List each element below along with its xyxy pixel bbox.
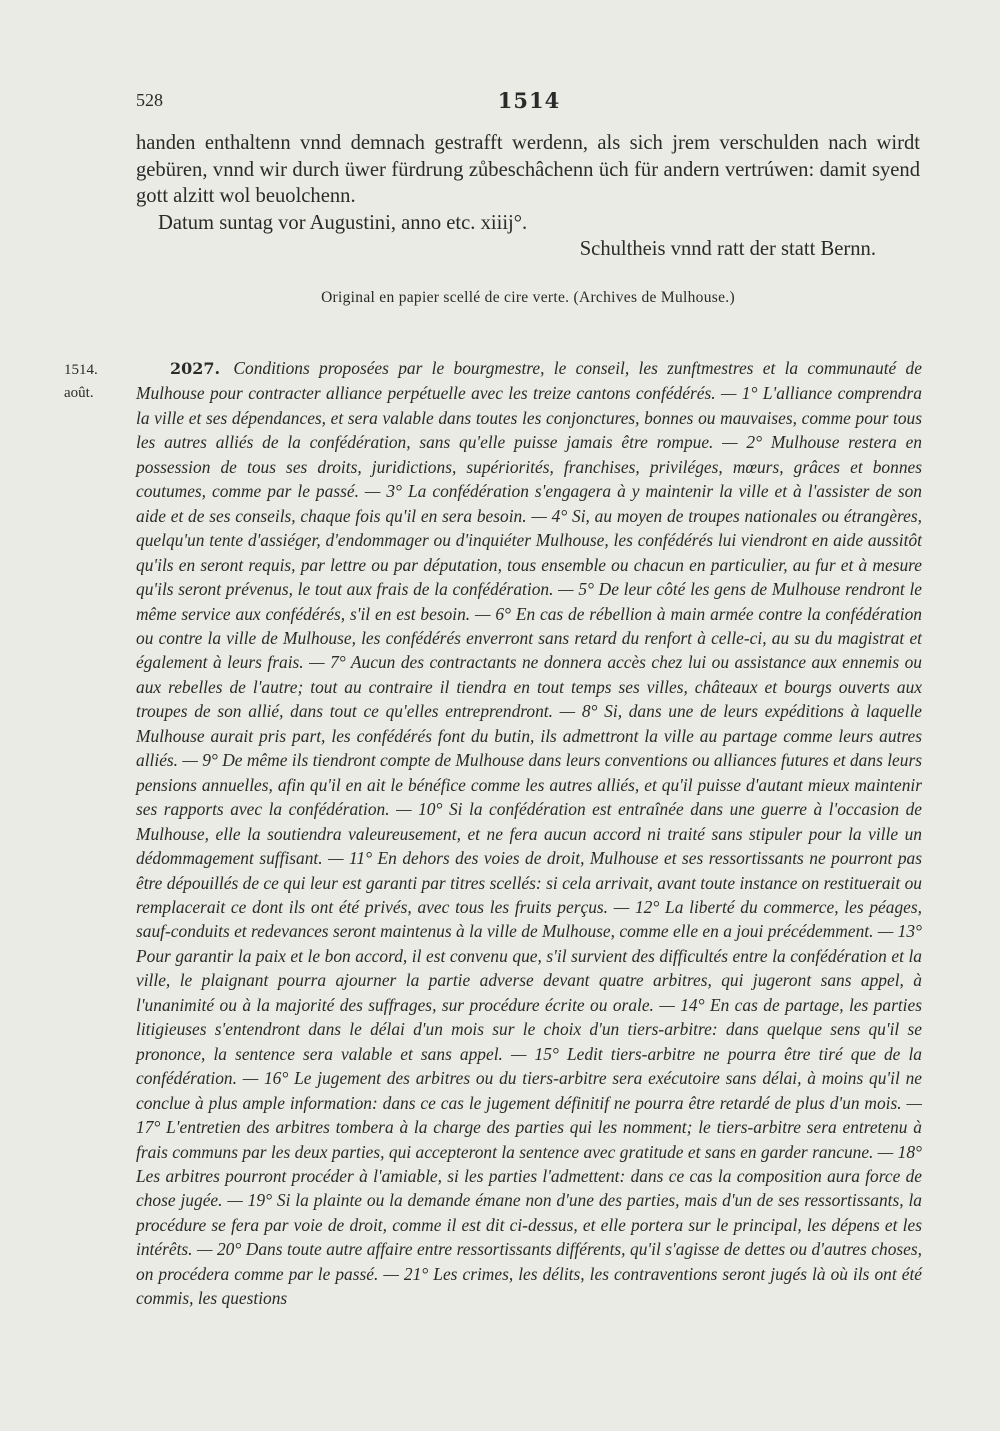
document-entry	[136, 356, 922, 1311]
page-number: 528	[136, 90, 163, 110]
running-head	[136, 88, 922, 118]
source-note: Original en papier scellé de cire verte. (Archives de Mulhouse.)	[321, 289, 735, 306]
letter-continuation	[136, 130, 920, 263]
margin-date	[64, 359, 114, 405]
margin-month: août.	[64, 385, 94, 401]
document-text: Conditions proposées par le bourgmestre, le conseil, les zunftmestres et la communauté de Mulhouse pour contracter alliance perpétuelle avec les treize cantons confédérés. — 1° L'alliance comprendra la ville et ses dépendances, et sera valable dans toutes les conjonctures, bonnes ou mauvaises, comme pour tous les autres alliés de la confédération, sans qu'elle puisse jamais être rompue. — 2° Mulhouse restera en possession de tous ses droits, juridictions, supériorités, franchises, priviléges, mœurs, grâces et bonnes coutumes, comme par le passé. — 3° La confédération s'engagera à y maintenir la ville et à l'assister de son aide et de ses conseils, chaque fois qu'il en sera besoin. — 4° Si, au moyen de troupes nationales ou étrangères, quelqu'un tente d'assiéger, d'endommager ou d'inquiéter Mulhouse, les confédérés lui viendront en aide aussitôt qu'ils en seront requis, par lettre ou par députation, tous ensemble ou chacun en particulier, au fur et à mesure qu'ils seront prévenus, le tout aux frais de la confédération. — 5° De leur côté les gens de Mulhouse rendront le même service aux confédérés, s'il en est besoin. — 6° En cas de rébellion à main armée contre la confédération ou contre la ville de Mulhouse, les confédérés enverront sans retard du renfort à celle-ci, au su du magistrat et également à leurs frais. — 7° Aucun des contractants ne donnera accès chez lui ou assistance aux ennemis ou aux rebelles de l'autre; tout au contraire il tiendra en tout temps ses villes, châteaux et bourgs ouverts aux troupes de son allié, dans tout ce qu'elles entreprendront. — 8° Si, dans une de leurs expéditions à laquelle Mulhouse aurait pris part, les confédérés font du butin, ils admettront la ville au partage comme leurs autres alliés. — 9° De même ils tiendront compte de Mulhouse dans leurs conventions ou alliances futures et dans leurs pensions annuelles, afin qu'il en ait le bénéfice comme les autres alliés, et qu'il puisse d'autant mieux maintenir ses rapports avec la confédération. — 10° Si la confédération est entraînée dans une guerre à l'occasion de Mulhouse, elle la soutiendra valeureusement, et ne fera aucun accord ni traité sans stipuler pour la ville un dédommagement suffisant. — 11° En dehors des voies de droit, Mulhouse et ses ressortissants ne pourront pas être dépouillés de ce qui leur est garanti par titres scellés: si cela arrivait, avant toute instance on restituerait ou remplacerait ce dont ils ont été privés, avec tous les fruits perçus. — 12° La liberté du commerce, les péages, sauf-conduits et redevances seront maintenus à la ville de Mulhouse, comme elle en a joui précédemment. — 13° Pour garantir la paix et le bon accord, il est convenu que, s'il survient des difficultés entre la confédération et la ville, le plaignant pourra ajourner la partie adverse devant quatre arbitres, qui jugeront sans appel, à l'unanimité ou à la majorité des suffrages, sur procédure écrite ou orale. — 14° En cas de partage, les parties litigieuses s'entendront dans le délai d'un mois sur le choix d'un tiers-arbitre: dans quelque sens qu'il se prononce, la sentence sera valable et sans appel. — 15° Ledit tiers-arbitre ne pourra être tiré que de la confédération. — 16° Le jugement des arbitres ou du tiers-arbitre sera exécutoire sans délai, à moins qu'il ne conclue à plus ample information: dans ce cas le jugement définitif ne pourra être retardé de plus d'un mois. — 17° L'entretien des arbitres tombera à la charge des parties qui les nomment; le tiers-arbitre sera entretenu à frais communs par les deux parties, qui accepteront la sentence avec gratitude et sans en garder rancune. — 18° Les arbitres pourront procéder à l'amiable, si les parties l'admettent: dans ce cas la composition aura force de chose jugée. — 19° Si la plainte ou la demande émane non d'une des parties, mais d'un de ses ressortissants, la procédure se fera par voie de droit, comme il est dit ci-dessus, et elle portera sur le principal, les dépens et les intérêts. — 20° Dans toute autre affaire entre ressortissants différents, qu'il s'agisse de dettes ou d'autres choses, on procédera comme par le passé. — 21° Les crimes, les délits, les contraventions seront jugés là où ils ont été commis, les questions	[136, 358, 922, 1309]
document-number: 2027.	[170, 359, 221, 378]
letter-signature: Schultheis vnnd ratt der statt Bernn.	[579, 238, 876, 260]
margin-year: 1514.	[64, 362, 98, 378]
running-head-year: 1514	[497, 88, 561, 113]
letter-paragraph: handen enthaltenn vnnd demnach gestrafft werdenn, als sich jrem verschulden nach wirdt gebüren, vnnd wir durch üwer fürdrung zůbeschâchenn üch für andern vertrúwen: damit syend gott alzitt wol beuolchenn.	[136, 132, 920, 207]
letter-dateline: Datum suntag vor Augustini, anno etc. xiiij°.	[158, 211, 528, 234]
